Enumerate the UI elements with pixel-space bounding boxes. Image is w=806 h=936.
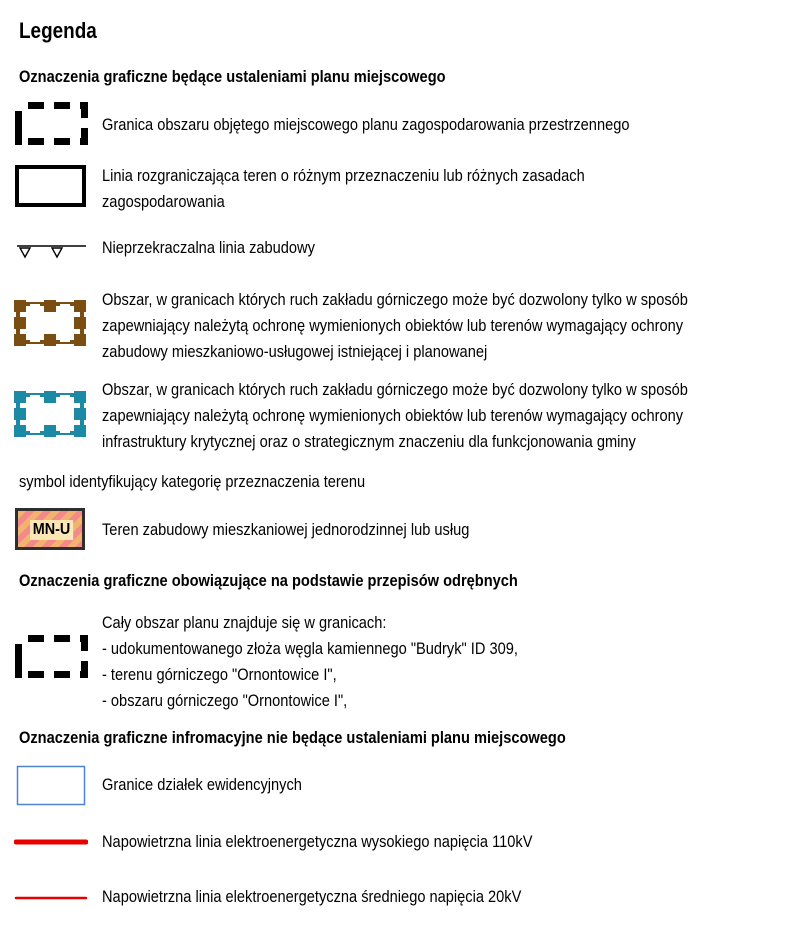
mining-protection-residential-label: Obszar, w granicach których ruch zakładu górniczego może być dozwolony tylko w sposób zapewniający należytą ochronę wymienionych obiektów lub terenów wymagający ochrony zabudowy mieszkaniowo-usługowej istniejącej i planowanej <box>102 290 688 361</box>
high-voltage-line-label: Napowietrzna linia elektroenergetyczna wysokiego napięcia 110kV <box>102 832 533 851</box>
demarcation-line-icon <box>14 164 88 208</box>
high-voltage-line-icon <box>14 838 88 846</box>
symbol-caption: symbol identyfikujący kategorię przeznaczenia terenu <box>19 472 366 491</box>
demarcation-line-label: Linia rozgraniczająca teren o różnym przeznaczeniu lub różnych zasadach zagospodarowania <box>102 166 585 211</box>
mining-protection-infrastructure-label: Obszar, w granicach których ruch zakładu górniczego może być dozwolony tylko w sposób zapewniający należytą ochronę wymienionych obiektów lub terenów wymagający ochrony infrastruktury krytycznej oraz o strategicznym znaczeniu dla funkcjonowania gminy <box>102 380 688 451</box>
medium-voltage-line-icon <box>14 895 88 901</box>
parcel-boundary-label: Granice działek ewidencyjnych <box>102 775 302 794</box>
mining-area-description: Cały obszar planu znajduje się w granicach: - udokumentowanego złoża węgla kamiennego "Budryk" ID 309, - terenu górniczego "Ornontowice I", - obszaru górniczego "Ornontowice I", <box>102 613 518 710</box>
building-line-icon <box>14 240 88 262</box>
land-use-symbol <box>15 508 85 550</box>
section-heading-informative: Oznaczenia graficzne infromacyjne nie będące ustaleniami planu miejscowego <box>19 728 566 747</box>
building-line-label: Nieprzekraczalna linia zabudowy <box>102 238 315 257</box>
legend-title: Legenda <box>19 18 97 43</box>
mining-protection-infrastructure-icon <box>14 391 86 437</box>
mining-area-boundary-icon <box>14 634 90 680</box>
mining-protection-residential-icon <box>14 300 86 346</box>
plan-boundary-label: Granica obszaru objętego miejscowego planu zagospodarowania przestrzennego <box>102 115 630 134</box>
section-heading-plan-regulations: Oznaczenia graficzne będące ustaleniami planu miejscowego <box>19 67 446 86</box>
parcel-boundary-icon <box>14 765 88 807</box>
medium-voltage-line-label: Napowietrzna linia elektroenergetyczna średniego napięcia 20kV <box>102 887 522 906</box>
plan-boundary-icon <box>14 101 90 147</box>
land-use-code: MN-U <box>30 520 73 540</box>
land-use-label: Teren zabudowy mieszkaniowej jednorodzinnej lub usług <box>102 520 470 539</box>
section-heading-separate-regulations: Oznaczenia graficzne obowiązujące na podstawie przepisów odrębnych <box>19 571 518 590</box>
